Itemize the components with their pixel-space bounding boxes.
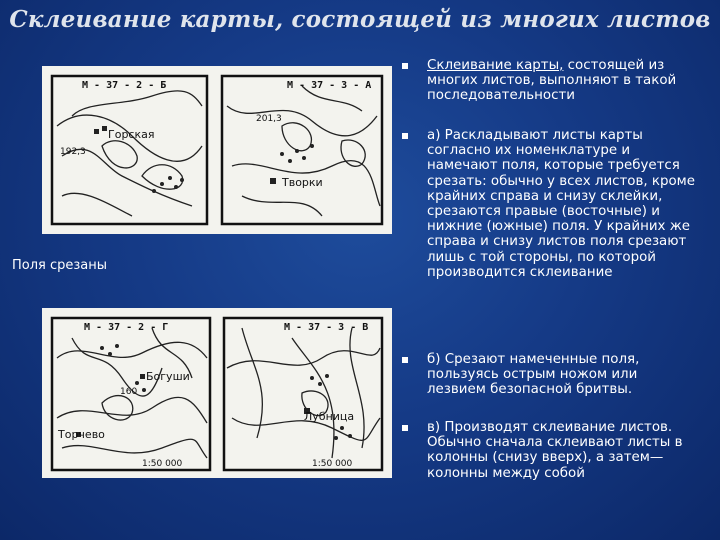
map-image-top-svg [42, 66, 392, 234]
bullet-marker [402, 357, 408, 363]
bullet-marker [402, 425, 408, 431]
scale-label-bottom-right: 1:50 000 [312, 459, 353, 469]
elevation-label-top-right: 201,3 [256, 114, 282, 124]
sheet-label-bottom-left: M - 37 - 2 - Г [84, 322, 169, 333]
place-label-bogushi: Богуши [146, 370, 190, 383]
elevation-label-bottom-left: 160 [120, 387, 138, 397]
place-label-torchevo: Торчево [58, 428, 105, 441]
bullet-text-rest: состоящей из многих листов, выполняют в такой последовательности [427, 58, 677, 104]
map-image-bottom [42, 308, 392, 478]
place-label-gorskaya: Горская [108, 128, 155, 141]
bullet-text: б) Срезают намеченные поля, пользуясь острым ножом или лезвием безопасной бритвы. [427, 352, 640, 398]
place-label-lubnitsa: Лубница [304, 410, 355, 423]
map-image-top [42, 66, 392, 234]
fields-cut-label: Поля срезаны [12, 258, 108, 273]
slide-title: Склеивание карты, состоящей из многих листов [9, 6, 711, 33]
bullet-text: в) Производят склеивание листов. Обычно сначала склеивают листы в колонны (снизу вверх), а затем— колонны между собой [427, 420, 683, 481]
bullet-text [427, 58, 697, 104]
bullet-text-underlined: Склеивание карты, [427, 58, 564, 73]
bullet-marker [402, 133, 408, 139]
place-label-tvorki: Творки [282, 176, 323, 189]
scale-label-bottom-left: 1:50 000 [142, 459, 183, 469]
sheet-label-top-left: M - 37 - 2 - Б [82, 80, 167, 91]
bullet-marker [402, 63, 408, 69]
elevation-label-top-left: 192,3 [60, 147, 86, 157]
sheet-label-top-right: M - 37 - 3 - А [287, 80, 372, 91]
map-image-bottom-svg [42, 308, 392, 478]
bullet-text: а) Раскладывают листы карты согласно их номенклатуре и намечают поля, которые требуется срезать: обычно у всех листов, кроме крайних справа и снизу склейки, срезаются правые (восточные) и нижние (южные) поля. У крайних же справа и снизу листов поля срезают лишь с той стороны, по которой производится склеивание [427, 128, 696, 280]
sheet-label-bottom-right: M - 37 - 3 - В [284, 322, 369, 333]
